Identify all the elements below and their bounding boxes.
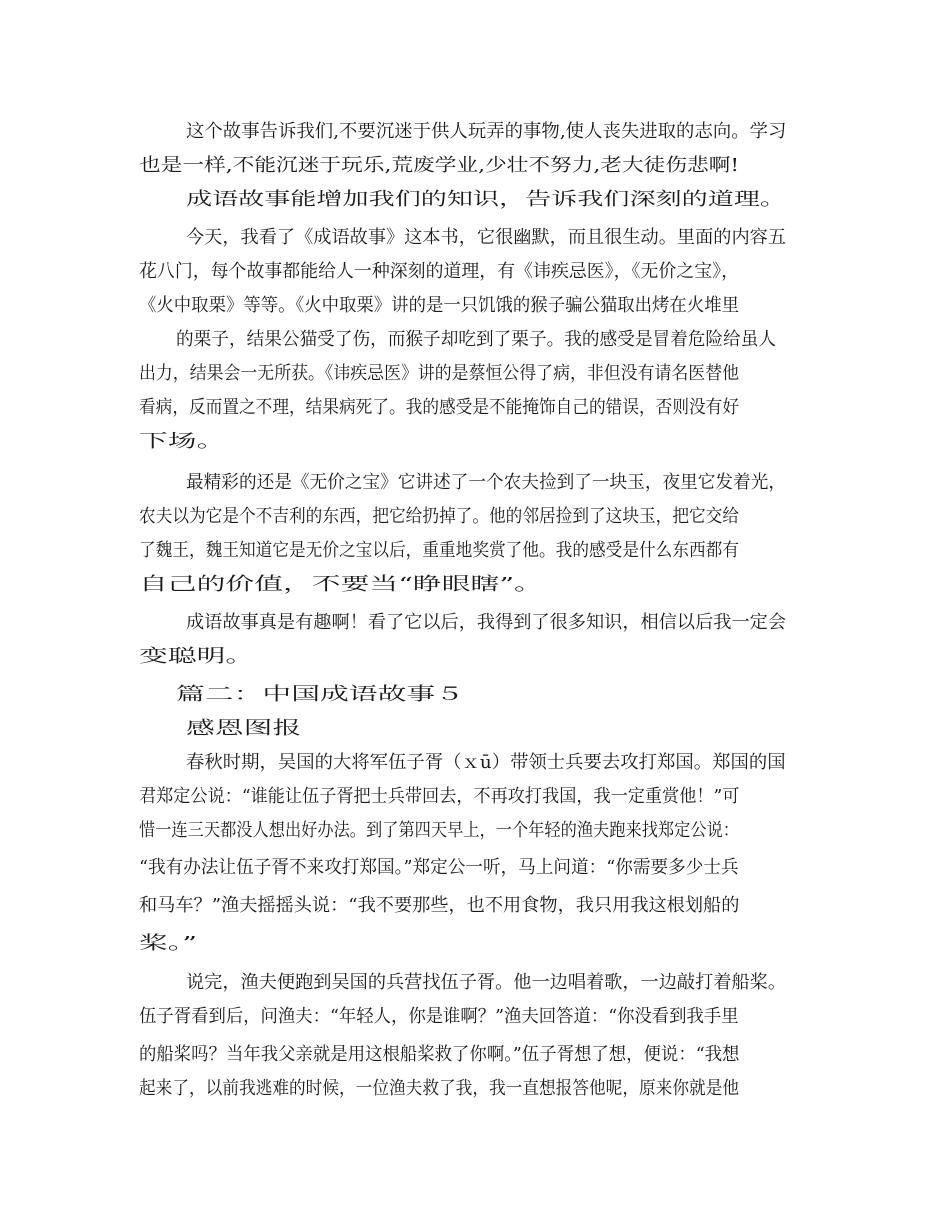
text-line: 的船桨吗？当年我父亲就是用这根船桨救了你啊。”伍子胥想了想，便说：“我想: [139, 1044, 740, 1065]
text-line: “我有办法让伍子胥不来攻打郑国。”郑定公一听，马上问道：“你需要多少士兵: [139, 857, 739, 878]
text-line: 和马车？”渔夫摇摇头说：“我不要那些，也不用食物，我只用我这根划船的: [139, 895, 740, 916]
text-line: 看病，反而置之不理，结果病死了。我的感受是不能掩饰自己的错误，否则没有好: [139, 397, 739, 418]
text-line: 农夫以为它是个不吉利的东西，把它给扔掉了。他的邻居捡到了这块玉，把它交给: [139, 506, 739, 527]
text-line: 春秋时期，吴国的大将军伍子胥（ｘū）带领士兵要去攻打郑国。郑国的国: [186, 752, 786, 773]
text-line: 起来了，以前我逃难的时候，一位渔夫救了我，我一直想报答他呢，原来你就是他: [139, 1078, 739, 1099]
text-line: 的栗子，结果公猫受了伤，而猴子却吃到了栗子。我的感受是冒着危险给虽人: [176, 329, 776, 350]
text-line: 成语故事真是有趣啊！看了它以后，我得到了很多知识，相信以后我一定会: [186, 612, 786, 633]
text-line: 说完，渔夫便跑到吴国的兵营找伍子胥。他一边唱着歌，一边敲打着船桨。: [186, 972, 786, 993]
text-line: 出力，结果会一无所获。《讳疾忌医》讲的是蔡恒公得了病，非但没有请名医替他: [139, 363, 739, 384]
text-line: 桨。”: [139, 933, 197, 954]
text-line: 成语故事能增加我们的知识，告诉我们深刻的道理。: [186, 189, 786, 210]
text-line: 自己的价值，不要当“睁眼瞎”。: [139, 574, 543, 595]
text-line: 惜一连三天都没人想出好办法。到了第四天早上，一个年轻的渔夫跑来找郑定公说：: [139, 820, 739, 841]
story-title: 感恩图报: [186, 718, 302, 739]
text-line: 君郑定公说：“谁能让伍子胥把士兵带回去，不再攻打我国，我一定重赏他！”可: [139, 786, 740, 807]
text-line: 伍子胥看到后，问渔夫：“年轻人，你是谁啊？”渔夫回答道：“你没看到我手里: [139, 1006, 739, 1027]
text-line: 今天，我看了《成语故事》这本书，它很幽默，而且很生动。里面的内容五: [186, 227, 786, 248]
text-line: 了魏王，魏王知道它是无价之宝以后，重重地奖赏了他。我的感受是什么东西都有: [139, 540, 739, 561]
text-line: 花八门，每个故事都能给人一种深刻的道理，有《讳疾忌医》，《无价之宝》，: [139, 261, 739, 282]
text-line: 也是一样,不能沉迷于玩乐,荒废学业,少壮不努力,老大徒伤悲啊!: [139, 155, 740, 176]
text-line: 《火中取栗》等等。《火中取栗》讲的是一只饥饿的猴子骗公猫取出烤在火堆里: [139, 295, 739, 316]
text-line: 变聪明。: [139, 646, 255, 667]
text-line: 下场。: [139, 431, 226, 452]
text-line: 最精彩的还是《无价之宝》它讲述了一个农夫捡到了一块玉，夜里它发着光，: [186, 472, 786, 493]
text-line: 这个故事告诉我们,不要沉迷于供人玩弄的事物,使人丧失进取的志向。学习: [186, 121, 787, 142]
section-heading: 篇二：中国成语故事５: [176, 684, 464, 705]
